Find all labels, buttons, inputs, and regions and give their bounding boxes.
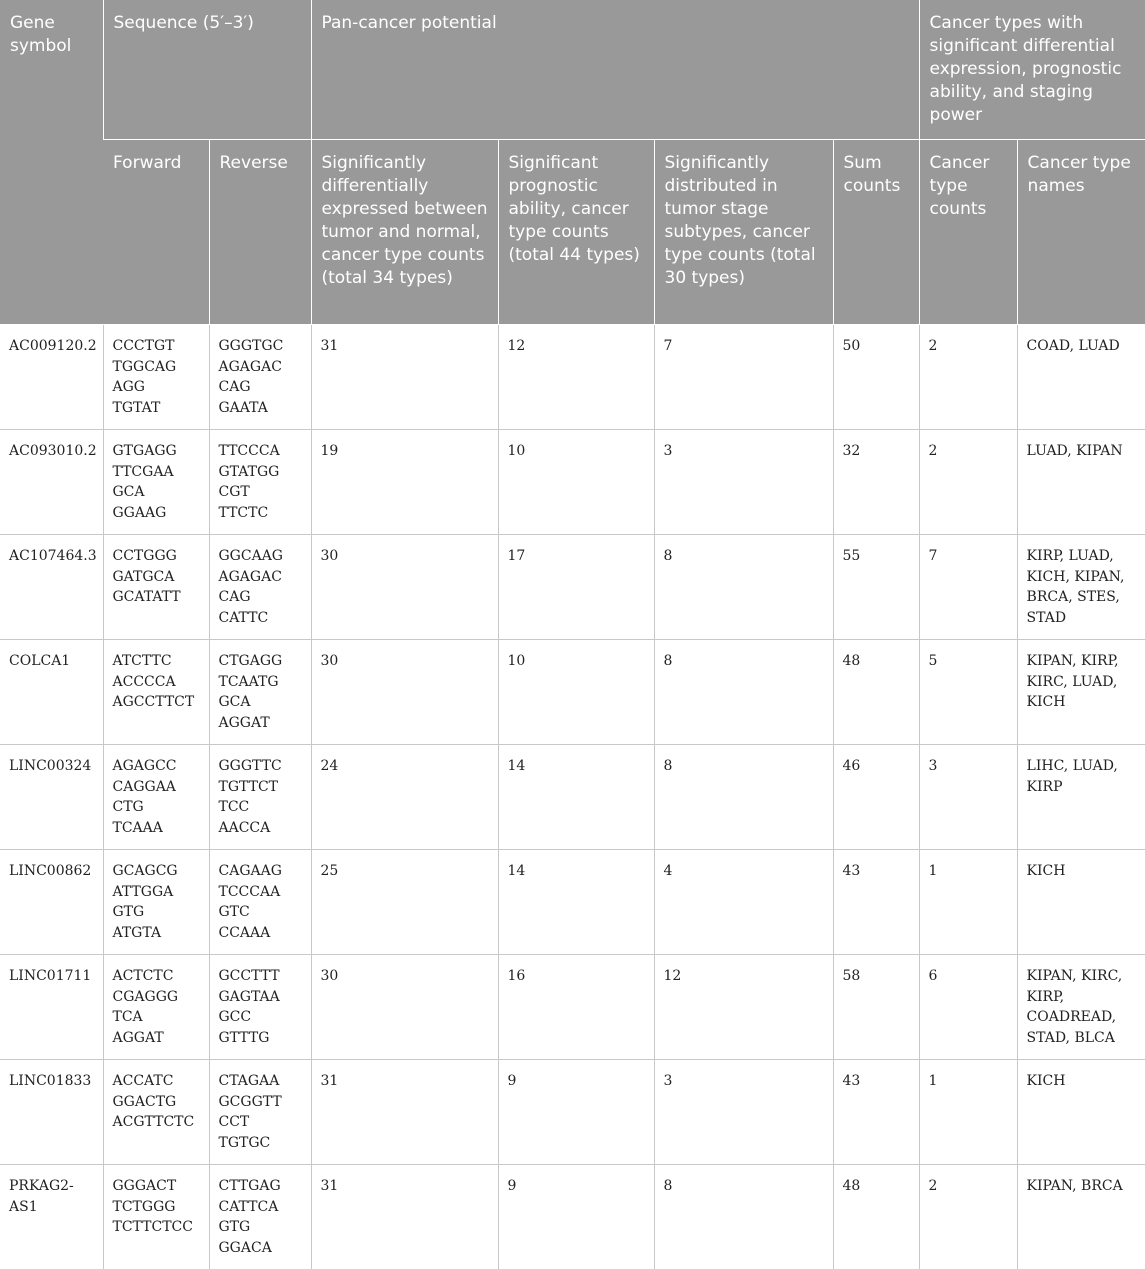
gene-cell: LINC01833 [0,1060,103,1165]
diff-cell: 25 [311,850,498,955]
diff-cell: 30 [311,640,498,745]
diff-cell: 31 [311,1060,498,1165]
header-sig-stage: Significantly distributed in tumor stage subtypes, cancer type counts (total 30 types) [654,140,833,325]
header-forward: Forward [103,140,209,325]
names-cell: LIHC, LUAD, KIRP [1017,745,1145,850]
table-row [0,955,1145,1060]
count-cell: 1 [919,850,1017,955]
prog-cell: 12 [498,325,654,430]
reverse-cell: CTTGAG CATTCA GTG GGACA [209,1165,311,1269]
stage-cell: 8 [654,640,833,745]
reverse-cell: GGGTTC TGTTCT TCC AACCA [209,745,311,850]
table-row [0,325,1145,430]
sum-cell: 50 [833,325,919,430]
reverse-cell: CTGAGG TCAATG GCA AGGAT [209,640,311,745]
gene-cell: AC093010.2 [0,430,103,535]
sum-cell: 48 [833,1165,919,1269]
header-sequence: Sequence (5′–3′) [103,0,311,140]
forward-cell: GCAGCG ATTGGA GTG ATGTA [103,850,209,955]
stage-cell: 8 [654,1165,833,1269]
table-row [0,535,1145,640]
diff-cell: 19 [311,430,498,535]
stage-cell: 3 [654,1060,833,1165]
forward-cell: GTGAGG TTCGAA GCA GGAAG [103,430,209,535]
count-cell: 2 [919,1165,1017,1269]
header-reverse: Reverse [209,140,311,325]
header-gene-symbol: Gene symbol [0,0,103,325]
count-cell: 2 [919,430,1017,535]
sum-cell: 55 [833,535,919,640]
diff-cell: 30 [311,955,498,1060]
forward-cell: ATCTTC ACCCCA AGCCTTCT [103,640,209,745]
prog-cell: 10 [498,430,654,535]
table-row [0,430,1145,535]
reverse-cell: CAGAAG TCCCAA GTC CCAAA [209,850,311,955]
prog-cell: 9 [498,1165,654,1269]
table-body [0,325,1145,1269]
header-type-names: Cancer type names [1017,140,1145,325]
header-sig-diff: Significantly differentially expressed between tumor and normal, cancer type counts (total 34 types) [311,140,498,325]
sum-cell: 48 [833,640,919,745]
names-cell: KIPAN, BRCA [1017,1165,1145,1269]
table-row [0,1060,1145,1165]
stage-cell: 3 [654,430,833,535]
diff-cell: 31 [311,325,498,430]
table-header [0,0,1145,325]
forward-cell: GGGACT TCTGGG TCTTCTCC [103,1165,209,1269]
count-cell: 5 [919,640,1017,745]
count-cell: 1 [919,1060,1017,1165]
table-row [0,745,1145,850]
diff-cell: 31 [311,1165,498,1269]
names-cell: KIRP, LUAD, KICH, KIPAN, BRCA, STES, STAD [1017,535,1145,640]
gene-cell: PRKAG2-AS1 [0,1165,103,1269]
table-row [0,850,1145,955]
names-cell: LUAD, KIPAN [1017,430,1145,535]
gene-cell: AC107464.3 [0,535,103,640]
diff-cell: 30 [311,535,498,640]
stage-cell: 8 [654,745,833,850]
gene-cell: LINC00324 [0,745,103,850]
count-cell: 3 [919,745,1017,850]
prog-cell: 10 [498,640,654,745]
reverse-cell: GCCTTT GAGTAA GCC GTTTG [209,955,311,1060]
gene-cell: LINC01711 [0,955,103,1060]
prog-cell: 17 [498,535,654,640]
count-cell: 2 [919,325,1017,430]
names-cell: KIPAN, KIRC, KIRP, COADREAD, STAD, BLCA [1017,955,1145,1060]
forward-cell: AGAGCC CAGGAA CTG TCAAA [103,745,209,850]
forward-cell: ACCATC GGACTG ACGTTCTC [103,1060,209,1165]
sum-cell: 32 [833,430,919,535]
sum-cell: 46 [833,745,919,850]
table-row [0,1165,1145,1269]
reverse-cell: GGCAAG AGAGAC CAG CATTC [209,535,311,640]
forward-cell: CCTGGG GATGCA GCATATT [103,535,209,640]
gene-cell: AC009120.2 [0,325,103,430]
prog-cell: 14 [498,745,654,850]
diff-cell: 24 [311,745,498,850]
prog-cell: 16 [498,955,654,1060]
header-sig-prog: Significant prognostic ability, cancer type counts (total 44 types) [498,140,654,325]
names-cell: KICH [1017,850,1145,955]
reverse-cell: GGGTGC AGAGAC CAG GAATA [209,325,311,430]
header-type-counts: Cancer type counts [919,140,1017,325]
reverse-cell: CTAGAA GCGGTT CCT TGTGC [209,1060,311,1165]
reverse-cell: TTCCCA GTATGG CGT TTCTC [209,430,311,535]
forward-cell: CCCTGT TGGCAG AGG TGTAT [103,325,209,430]
names-cell: KICH [1017,1060,1145,1165]
table-row [0,640,1145,745]
names-cell: KIPAN, KIRP, KIRC, LUAD, KICH [1017,640,1145,745]
gene-cell: LINC00862 [0,850,103,955]
header-sum-counts: Sum counts [833,140,919,325]
header-cancer-types: Cancer types with significant differential expression, prognostic ability, and staging power [919,0,1145,140]
prog-cell: 14 [498,850,654,955]
prog-cell: 9 [498,1060,654,1165]
stage-cell: 7 [654,325,833,430]
stage-cell: 4 [654,850,833,955]
gene-cell: COLCA1 [0,640,103,745]
names-cell: COAD, LUAD [1017,325,1145,430]
count-cell: 6 [919,955,1017,1060]
forward-cell: ACTCTC CGAGGG TCA AGGAT [103,955,209,1060]
header-pan-cancer: Pan-cancer potential [311,0,919,140]
stage-cell: 12 [654,955,833,1060]
sum-cell: 58 [833,955,919,1060]
stage-cell: 8 [654,535,833,640]
sum-cell: 43 [833,850,919,955]
sum-cell: 43 [833,1060,919,1165]
count-cell: 7 [919,535,1017,640]
